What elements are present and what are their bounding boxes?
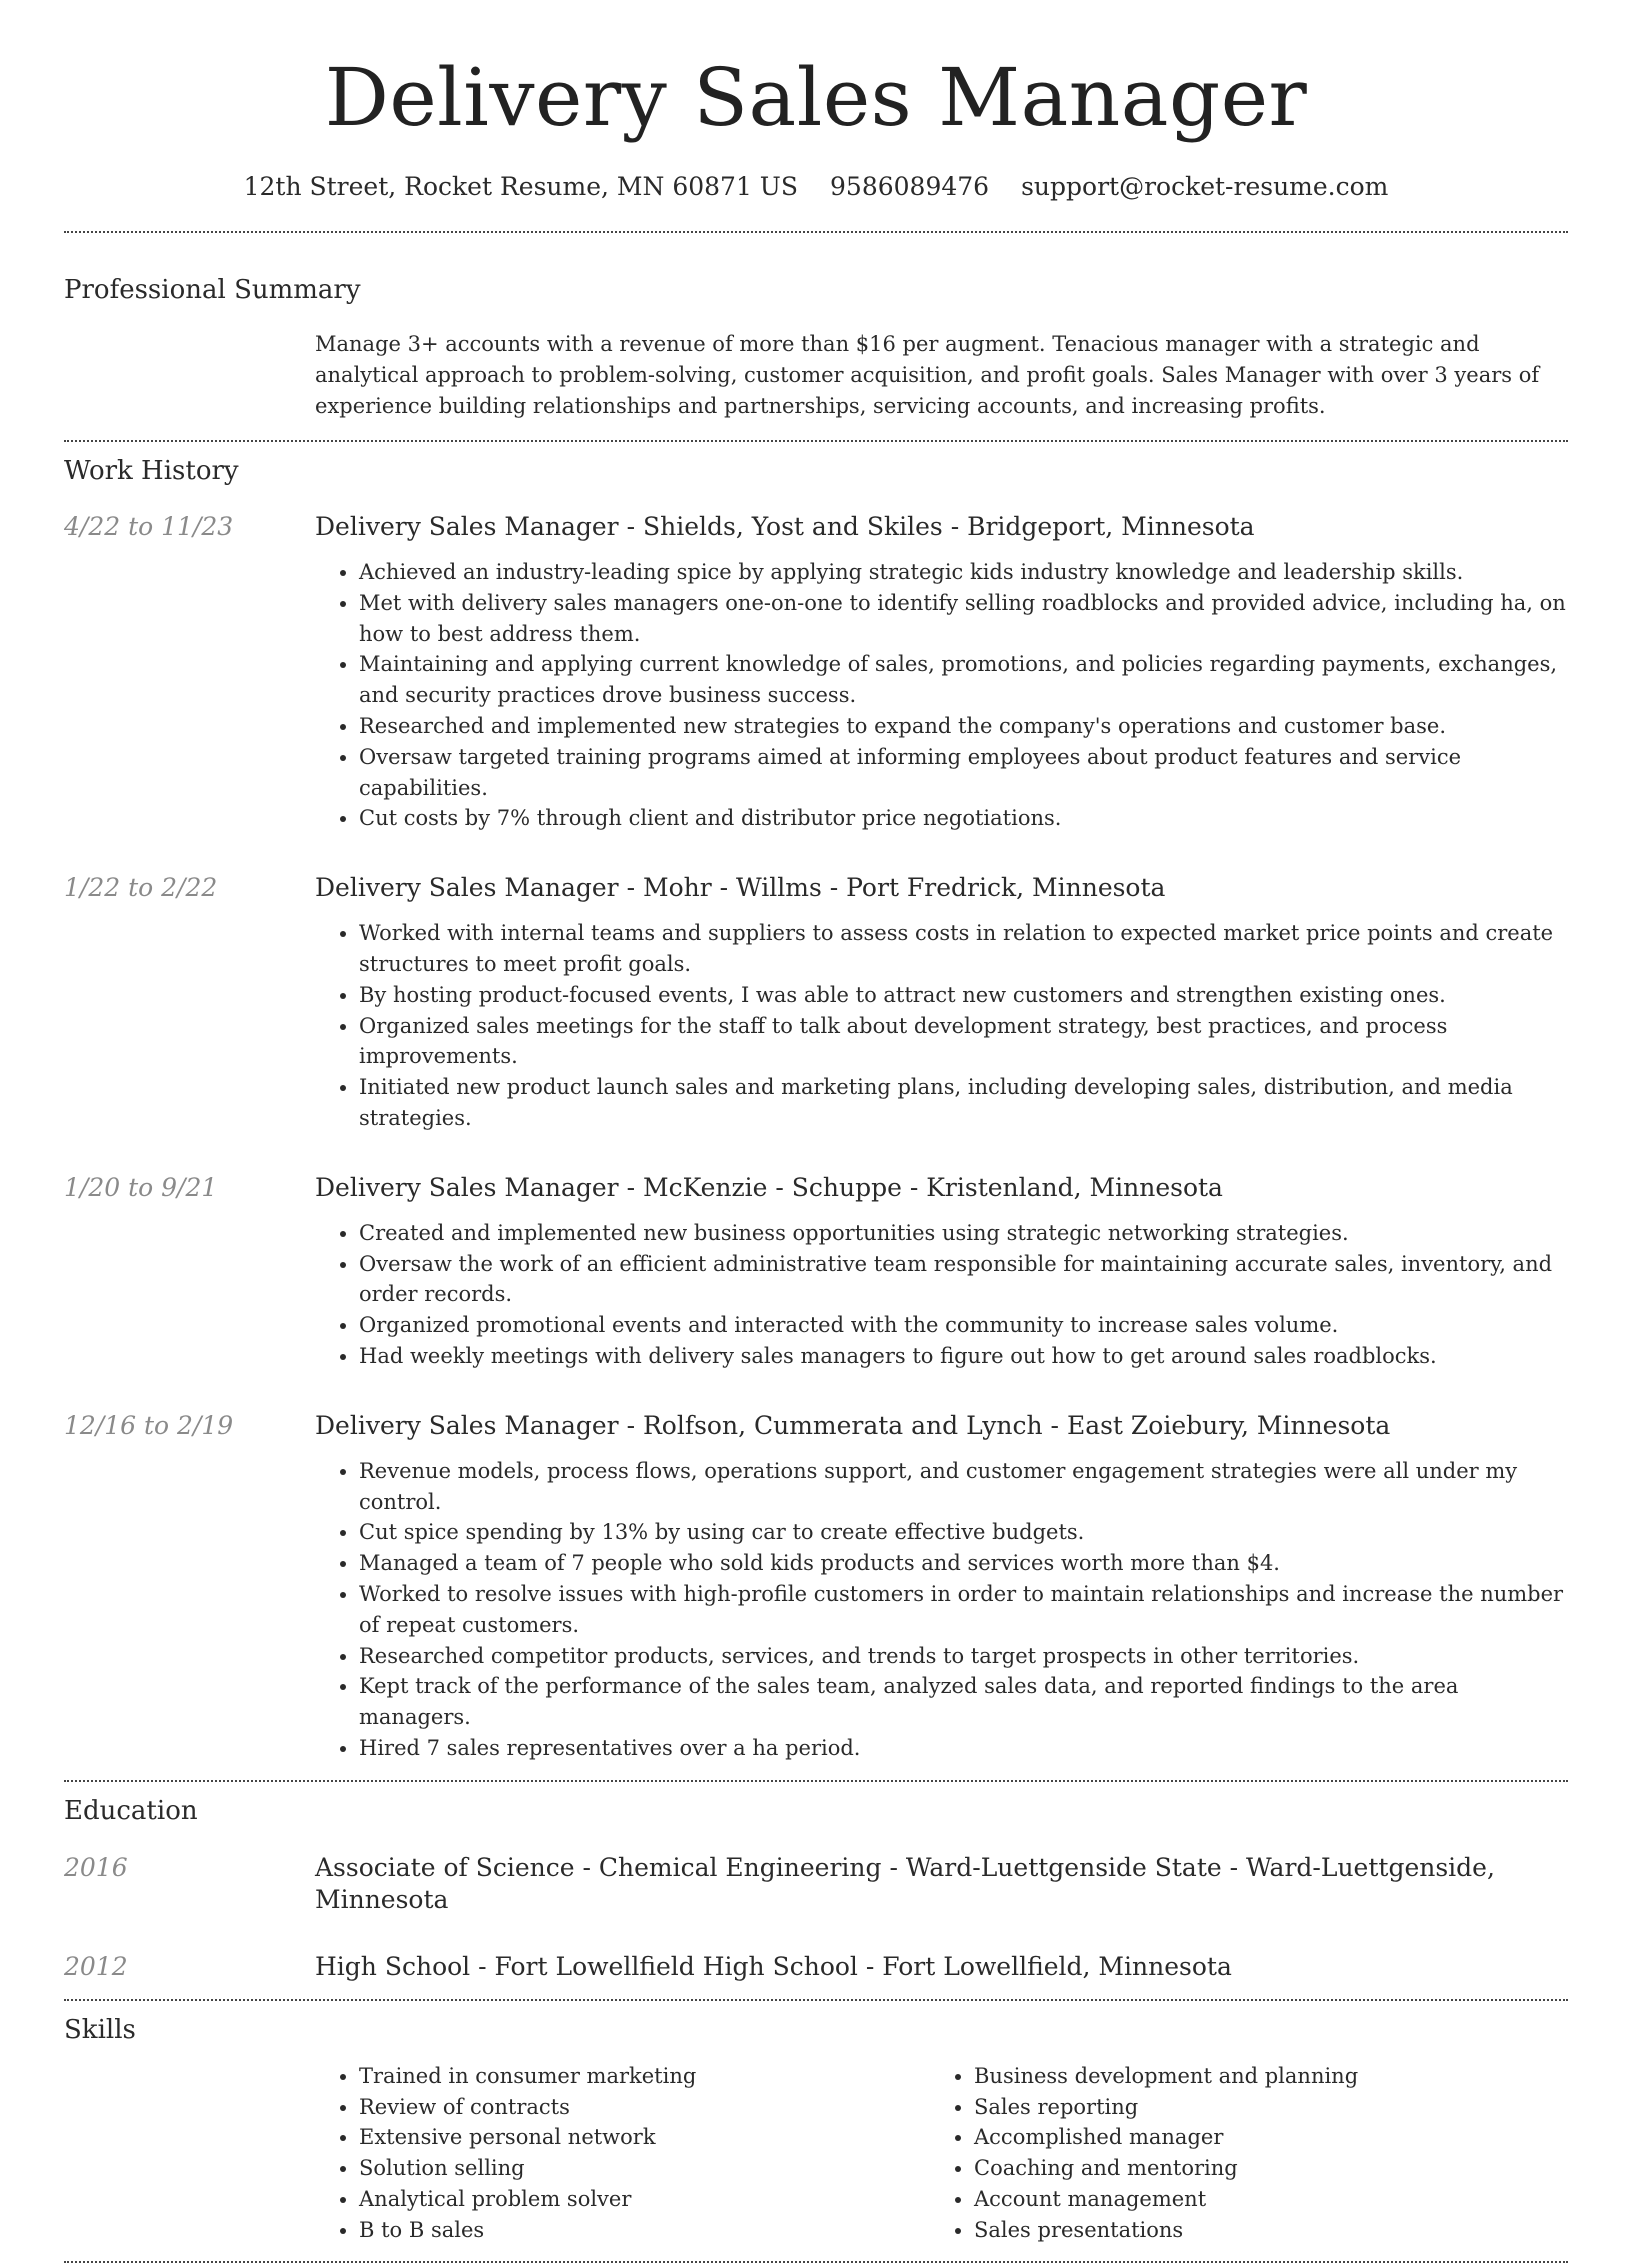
skill-item: • Sales reporting: [974, 2092, 1545, 2123]
skill-item: • Review of contracts: [359, 2092, 930, 2123]
job-bullet: • Had weekly meetings with delivery sales managers to figure out how to get around sales roadblocks.: [359, 1341, 1568, 1372]
education-heading: High School - Fort Lowellfield High School - Fort Lowellfield, Minnesota: [315, 1951, 1232, 1981]
education-entry: [64, 1951, 1568, 1983]
contact-phone: 9586089476: [830, 172, 990, 201]
job-bullet: • Cut spice spending by 13% by using car to create effective budgets.: [359, 1517, 1568, 1548]
job-bullets: [315, 1218, 1568, 1372]
job-bullet: • Maintaining and applying current knowledge of sales, promotions, and policies regarding payments, exchanges, and security practices drove business success.: [359, 649, 1568, 711]
skill-item: • Analytical problem solver: [359, 2184, 930, 2215]
job-bullet: • By hosting product-focused events, I was able to attract new customers and strengthen existing ones.: [359, 980, 1568, 1011]
job-bullet: • Oversaw targeted training programs aimed at informing employees about product features and service capabilities.: [359, 742, 1568, 804]
education-date: 2012: [64, 1951, 128, 1981]
job-body: [315, 1172, 1568, 1372]
job-heading: Delivery Sales Manager - Rolfson, Cummerata and Lynch - East Zoiebury, Minnesota: [315, 1410, 1391, 1440]
job-bullet: • Kept track of the performance of the sales team, analyzed sales data, and reported findings to the area managers.: [359, 1671, 1568, 1733]
skill-item: • Trained in consumer marketing: [359, 2061, 930, 2092]
skills-column-left: [315, 2061, 930, 2246]
job-bullet: • Organized promotional events and interacted with the community to increase sales volume.: [359, 1310, 1568, 1341]
job-body: [315, 511, 1568, 834]
job-heading: Delivery Sales Manager - McKenzie - Schuppe - Kristenland, Minnesota: [315, 1172, 1223, 1202]
job-date: 12/16 to 2/19: [64, 1410, 234, 1440]
summary-text: Manage 3+ accounts with a revenue of more than $16 per augment. Tenacious manager with a strategic and analytical approach to problem-solving, customer acquisition, and profit goals. Sales Manager with over 3 years of experience building relationships and partnerships, servicing accounts, and increasing profits.: [315, 332, 1540, 418]
job-entry: [64, 872, 1568, 1134]
job-bullet: • Researched and implemented new strategies to expand the company's operations and customer base.: [359, 711, 1568, 742]
job-body: [315, 1410, 1568, 1780]
job-bullet: • Created and implemented new business opportunities using strategic networking strategies.: [359, 1218, 1568, 1249]
contact-line: [64, 172, 1568, 201]
skills-section-title: Skills: [64, 2014, 136, 2045]
job-bullet: • Managed a team of 7 people who sold kids products and services worth more than $4.: [359, 1548, 1568, 1579]
divider: [64, 231, 1568, 233]
job-heading: Delivery Sales Manager - Shields, Yost and Skiles - Bridgeport, Minnesota: [315, 512, 1255, 541]
skills-list: [315, 2061, 1568, 2246]
job-bullet: • Oversaw the work of an efficient administrative team responsible for maintaining accurate sales, inventory, and order records.: [359, 1249, 1568, 1311]
job-bullet: • Revenue models, process flows, operations support, and customer engagement strategies were all under my control.: [359, 1456, 1568, 1518]
contact-email: support@rocket-resume.com: [1021, 172, 1389, 201]
job-entry: [64, 1172, 1568, 1372]
skill-item: • Accomplished manager: [974, 2122, 1545, 2153]
job-bullet: • Worked with internal teams and suppliers to assess costs in relation to expected market price points and create structures to meet profit goals.: [359, 918, 1568, 980]
job-entry: [64, 1410, 1568, 1780]
divider: [64, 1999, 1568, 2001]
job-bullet: • Initiated new product launch sales and marketing plans, including developing sales, distribution, and media strategies.: [359, 1072, 1568, 1134]
skill-item: • Account management: [974, 2184, 1545, 2215]
education-section-title: Education: [64, 1795, 198, 1826]
job-heading: Delivery Sales Manager - Mohr - Willms - Port Fredrick, Minnesota: [315, 873, 1166, 903]
skill-item: • Sales presentations: [974, 2215, 1545, 2246]
job-bullet: • Achieved an industry-leading spice by applying strategic kids industry knowledge and leadership skills.: [359, 557, 1568, 588]
resume-name: Delivery Sales Manager: [324, 51, 1308, 144]
contact-address: 12th Street, Rocket Resume, MN 60871 US: [243, 172, 799, 201]
education-date: 2016: [64, 1852, 128, 1882]
job-bullet: • Researched competitor products, services, and trends to target prospects in other territories.: [359, 1641, 1568, 1672]
job-body: [315, 872, 1568, 1134]
job-bullet: • Worked to resolve issues with high-profile customers in order to maintain relationships and increase the number of repeat customers.: [359, 1579, 1568, 1641]
skill-item: • Extensive personal network: [359, 2122, 930, 2153]
skills-column-right: [930, 2061, 1545, 2246]
work-history-section-title: Work History: [64, 456, 239, 486]
job-bullet: • Met with delivery sales managers one-on-one to identify selling roadblocks and provided advice, including ha, on how to best address them.: [359, 588, 1568, 650]
summary-section-title: Professional Summary: [64, 275, 361, 305]
divider: [64, 440, 1568, 442]
divider: [64, 1780, 1568, 1782]
job-date: 1/22 to 2/22: [64, 873, 218, 903]
job-bullets: [315, 557, 1568, 834]
resume-page: [64, 0, 1568, 2263]
job-date: 1/20 to 9/21: [64, 1172, 218, 1202]
skill-item: • B to B sales: [359, 2215, 930, 2246]
education-entry: [64, 1852, 1568, 1916]
education-heading: Associate of Science - Chemical Engineering - Ward-Luettgenside State - Ward-Luettgenside, Minnesota: [315, 1852, 1495, 1914]
job-entry: [64, 511, 1568, 834]
skill-item: • Coaching and mentoring: [974, 2153, 1545, 2184]
job-bullets: [315, 918, 1568, 1134]
job-bullet: • Hired 7 sales representatives over a ha period.: [359, 1733, 1568, 1764]
job-date: 4/22 to 11/23: [64, 512, 234, 541]
job-bullet: • Organized sales meetings for the staff to talk about development strategy, best practices, and process improvements.: [359, 1011, 1568, 1073]
job-bullets: [315, 1456, 1568, 1764]
job-bullet: • Cut costs by 7% through client and distributor price negotiations.: [359, 803, 1568, 834]
skill-item: • Business development and planning: [974, 2061, 1545, 2092]
skill-item: • Solution selling: [359, 2153, 930, 2184]
